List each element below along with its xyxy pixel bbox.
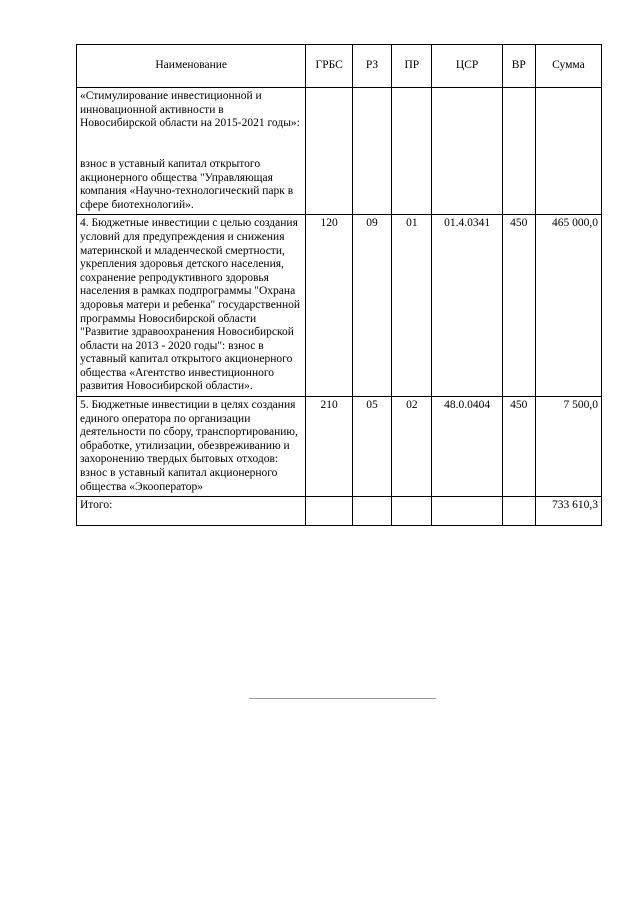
row-csr-cell: 48.0.0404 — [432, 397, 502, 497]
row-pr-cell: 01 — [392, 215, 432, 397]
empty-cell — [432, 497, 502, 526]
row-sum-cell: 465 000,0 — [535, 215, 601, 397]
table-row — [77, 215, 602, 397]
row-grbs-cell: 210 — [306, 397, 353, 497]
budget-investments-table — [76, 44, 602, 526]
table-row — [77, 397, 602, 497]
row-grbs-cell — [306, 88, 353, 215]
table-header-row — [77, 45, 602, 88]
header-rz: РЗ — [352, 45, 391, 88]
header-csr: ЦСР — [432, 45, 502, 88]
empty-cell — [306, 497, 353, 526]
row-name-part: взнос в уставный капитал открытого акционерного общества "Управляющая компания «Научно-технологический парк в сфере биотехнологий». — [80, 157, 294, 211]
row-csr-cell: 01.4.0341 — [432, 215, 502, 397]
table-row — [77, 88, 602, 215]
header-name: Наименование — [77, 45, 306, 88]
empty-cell — [352, 497, 391, 526]
row-sum-cell — [535, 88, 601, 215]
row-vr-cell: 450 — [502, 397, 535, 497]
row-rz-cell — [352, 88, 391, 215]
end-divider-line — [249, 698, 436, 699]
row-pr-cell: 02 — [392, 397, 432, 497]
row-vr-cell — [502, 88, 535, 215]
row-sum-cell: 7 500,0 — [535, 397, 601, 497]
row-rz-cell: 09 — [352, 215, 391, 397]
row-name-cell: 5. Бюджетные инвестиции в целях создания единого оператора по организации деятельности по сбору, транспортированию, обработке, утилизации, обезвреживанию и захоронению твердых бытовых отходов: взнос в уставный капитал акционерного общества «Экооператор» — [77, 397, 306, 497]
row-pr-cell — [392, 88, 432, 215]
row-csr-cell — [432, 88, 502, 215]
row-grbs-cell: 120 — [306, 215, 353, 397]
header-vr: ВР — [502, 45, 535, 88]
total-label: Итого: — [77, 497, 306, 526]
empty-cell — [392, 497, 432, 526]
row-vr-cell: 450 — [502, 215, 535, 397]
row-rz-cell: 05 — [352, 397, 391, 497]
total-sum: 733 610,3 — [535, 497, 601, 526]
header-grbs: ГРБС — [306, 45, 353, 88]
header-sum: Сумма — [535, 45, 601, 88]
total-row — [77, 497, 602, 526]
row-name-part: «Стимулирование инвестиционной и инновационной активности в Новосибирской области на 2015-2021 годы»: — [80, 90, 300, 130]
row-name-cell: 4. Бюджетные инвестиции с целью создания условий для предупреждения и снижения материнской и младенческой смертности, укрепления здоровья детского населения, сохранение репродуктивного здоровья населения в рамках подпрограммы "Охрана здоровья матери и ребенка" государственной программы Новосибирской области "Развитие здравоохранения Новосибирской области на 2013 - 2020 годы": взнос в уставный капитал открытого акционерного общества «Агентство инвестиционного развития Новосибирской области». — [77, 215, 306, 397]
header-pr: ПР — [392, 45, 432, 88]
row-name-cell — [77, 88, 306, 215]
empty-cell — [502, 497, 535, 526]
